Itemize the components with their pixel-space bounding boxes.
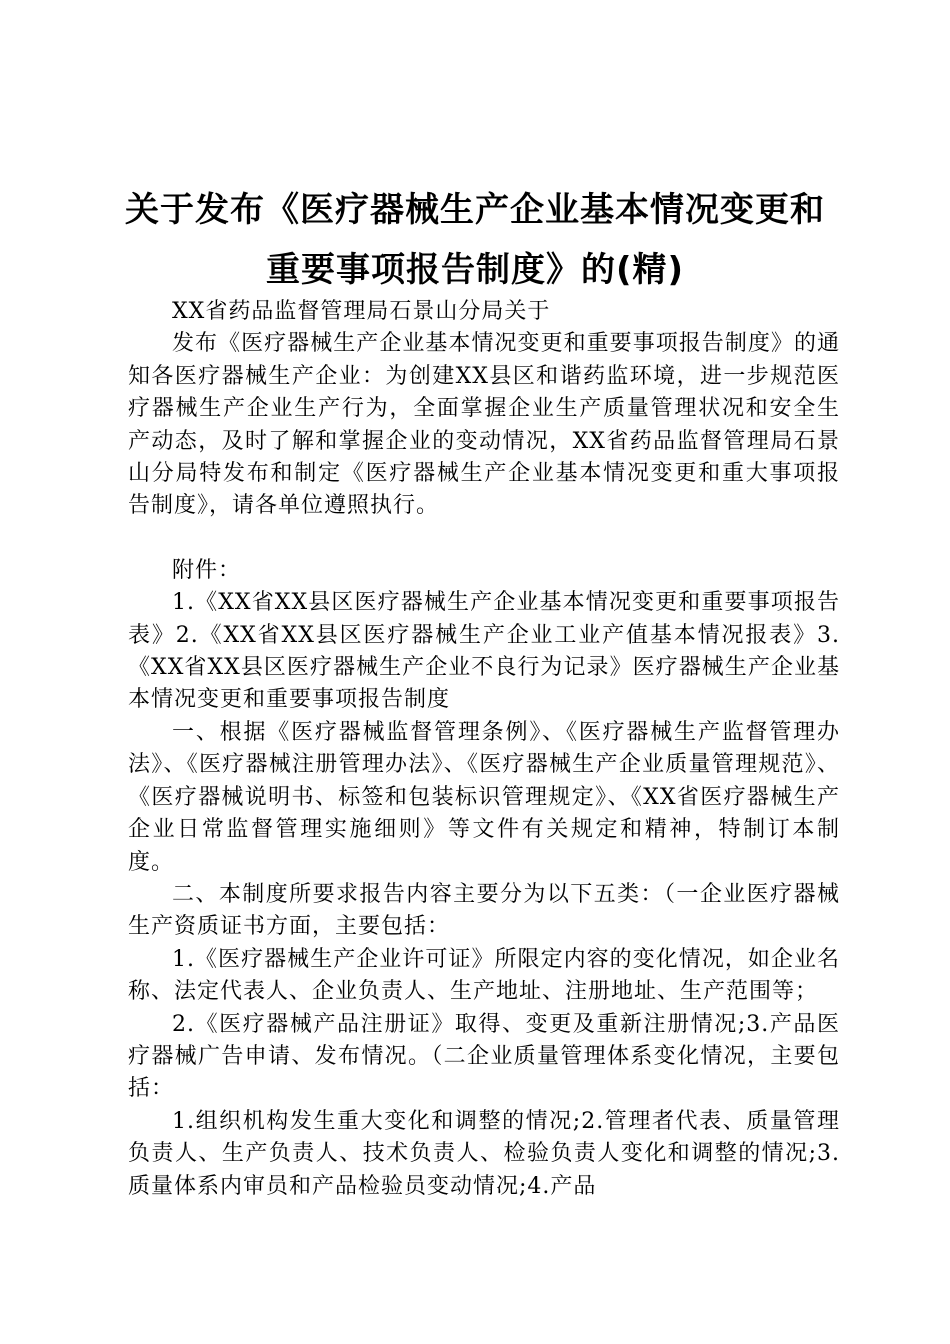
document-title-line-2: 重要事项报告制度》的(精) (265, 250, 685, 290)
paragraph-item-registration: 2.《医疗器械产品注册证》取得、变更及重新注册情况;3.产品医疗器械广告申请、发布情况。（二企业质量管理体系变化情况，主要包括： (128, 1011, 840, 1102)
paragraph-section-1: 一、根据《医疗器械监督管理条例》、《医疗器械生产监督管理办法》、《医疗器械注册管理办法》、《医疗器械生产企业质量管理规范》、《医疗器械说明书、标签和包装标识管理规定》、《XX省医疗器械生产企业日常监督管理实施细则》等文件有关规定和精神，特制订本制度。 (128, 719, 840, 875)
paragraph-attachments-list: 1.《XX省XX县区医疗器械生产企业基本情况变更和重要事项报告表》2.《XX省XX县区医疗器械生产企业工业产值基本情况报表》3.《XX省XX县区医疗器械生产企业不良行为记录》医疗器械生产企业基本情况变更和重要事项报告制度 (128, 590, 840, 713)
paragraph-item-organization: 1.组织机构发生重大变化和调整的情况;2.管理者代表、质量管理负责人、生产负责人、技术负责人、检验负责人变化和调整的情况;3.质量体系内审员和产品检验员变动情况;4.产品 (128, 1108, 840, 1199)
paragraph-issuer: XX省药品监督管理局石景山分局关于 (172, 299, 551, 324)
paragraph-item-license: 1.《医疗器械生产企业许可证》所限定内容的变化情况，如企业名称、法定代表人、企业负责人、生产地址、注册地址、生产范围等； (128, 946, 840, 1005)
document-body (128, 296, 840, 1203)
document-title-line-1: 关于发布《医疗器械生产企业基本情况变更和 (125, 190, 825, 230)
paragraph-notice: 发布《医疗器械生产企业基本情况变更和重要事项报告制度》的通知各医疗器械生产企业：为创建XX县区和谐药监环境，进一步规范医疗器械生产企业生产行为，全面掌握企业生产质量管理状况和安全生产动态，及时了解和掌握企业的变动情况，XX省药品监督管理局石景山分局特发布和制定《医疗器械生产企业基本情况变更和重大事项报告制度》，请各单位遵照执行。 (128, 331, 840, 519)
paragraph-attachments-heading: 附件： (172, 557, 242, 583)
paragraph-section-2: 二、本制度所要求报告内容主要分为以下五类：（一企业医疗器械生产资质证书方面，主要包括： (128, 881, 840, 940)
